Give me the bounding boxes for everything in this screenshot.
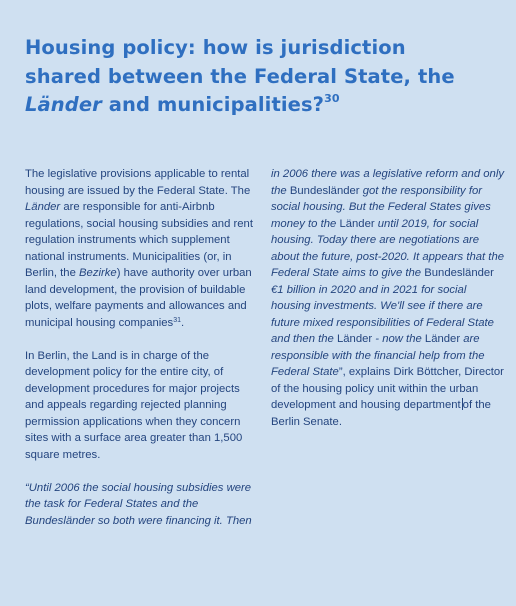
italic-term: Bezirke (79, 267, 117, 279)
italic-run: got the responsibility for social housing. But the Federal States gives money to the (271, 184, 491, 230)
text-run: Bundesländer (424, 267, 494, 279)
quote-continuation (271, 166, 505, 430)
text-run: Bundesländer (289, 184, 360, 197)
text-run: ) have authority over urban land development, the provision of buildable plots, welfare payments and allowances and municipal housing companies (25, 267, 252, 329)
text-run: Länder (424, 333, 461, 345)
italic-run: in 2006 there was a legislative reform and only the (271, 168, 504, 197)
right-text-column (271, 166, 505, 430)
italic-run: €1 billion in 2020 and in 2021 for social housing investments. We'll see if there are future mixed responsibilities of Federal State and then the (271, 283, 494, 345)
text-run: Länder (336, 333, 373, 345)
paragraph-jurisdiction (25, 166, 259, 331)
italic-run: - now the (372, 333, 425, 345)
quote-start: “Until 2006 the social housing subsidies were the task for Federal States and the Bundesländer so both were financing it. Then (25, 481, 252, 527)
heading-term-lander: Länder (25, 93, 102, 116)
heading-line-2: shared between the Federal State, the (25, 64, 455, 88)
text-run: ”, explains Dirk Böttcher, Director of the housing policy unit within the urban development and housing department (271, 366, 504, 411)
italic-term: Länder (25, 201, 61, 213)
italic-run: are responsible with the financial help from the Federal State (271, 333, 485, 378)
text-run: Länder (339, 217, 375, 230)
italic-run: until 2019, for social housing. Today there are negotiations are about the future, post-2020. It appears that the Federal State aims to give the (271, 217, 505, 279)
text-run: are responsible for anti-Airbnb regulations, social housing subsidies and rent regulation instruments which supplement national instruments. Municipalities (or, in Berlin, the (25, 201, 253, 279)
footnote-ref: 31 (173, 316, 181, 324)
section-heading (25, 34, 495, 120)
left-text-column (25, 166, 259, 529)
heading-line-1: Housing policy: how is jurisdiction (25, 36, 406, 59)
text-run: . (181, 316, 185, 329)
heading-line-3: and municipalities? (101, 93, 325, 116)
heading-footnote-ref: 30 (324, 92, 340, 105)
paragraph-berlin: In Berlin, the Land is in charge of the development policy for the entire city, of development procedures for major projects and appeals regarding rejected planning permission applications when they concern sites with a surface area greater than 1,500 square metres. (25, 349, 243, 461)
text-run: The legislative provisions applicable to rental housing are issued by the Federal State. The (25, 168, 251, 197)
text-run: of the Berlin Senate. (271, 399, 491, 428)
